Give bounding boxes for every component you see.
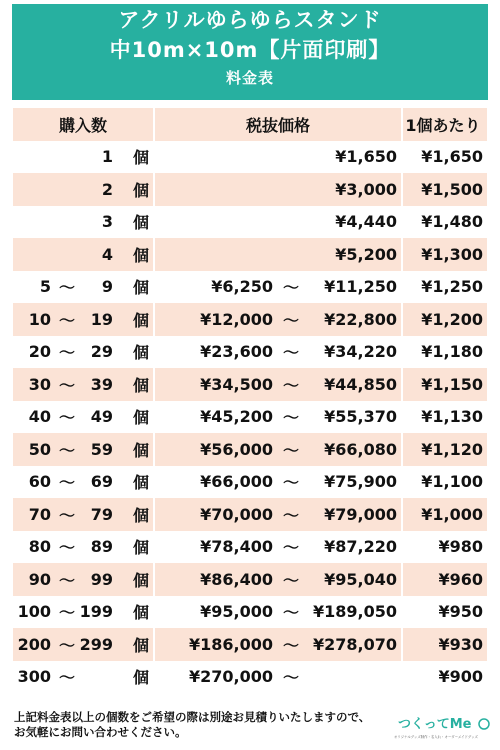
price-cell (155, 206, 401, 239)
quantity-from: 5 (39, 277, 51, 297)
price-cell (155, 466, 401, 499)
quantity-to: 9 (101, 277, 113, 297)
product-size-title: 中10m×10m【片面印刷】 (109, 38, 391, 62)
quantity-from: 70 (28, 504, 51, 524)
price-cell (155, 303, 401, 336)
quantity-to: 2 (101, 179, 113, 199)
price-to: ¥44,850 (324, 374, 397, 394)
quantity-to: 299 (79, 634, 113, 654)
quantity-cell (13, 531, 153, 564)
logo-mascot-icon (479, 719, 489, 729)
quantity-unit: 個 (132, 473, 149, 493)
quantity-from: 100 (17, 602, 51, 622)
price-from: ¥45,200 (200, 407, 273, 427)
price-list-caption: 料金表 (225, 69, 274, 87)
quantity-cell (13, 336, 153, 369)
quantity-to: 79 (90, 504, 113, 524)
quantity-range-tilde: ～ (59, 408, 76, 428)
quantity-from: 60 (28, 472, 51, 492)
quantity-cell (13, 596, 153, 629)
quantity-cell (13, 563, 153, 596)
table-row (13, 661, 487, 694)
quantity-from: 80 (28, 537, 51, 557)
quantity-unit: 個 (132, 148, 149, 168)
price-range-tilde: ～ (283, 538, 300, 558)
price-range-tilde: ～ (283, 440, 300, 460)
unit-price-cell: ¥930 (403, 628, 487, 661)
price-to: ¥22,800 (324, 309, 397, 329)
price-from: ¥186,000 (188, 634, 273, 654)
price-from: ¥95,000 (200, 602, 273, 622)
table-row (13, 206, 487, 239)
table-row (13, 531, 487, 564)
quantity-from: 90 (28, 569, 51, 589)
quantity-cell (13, 173, 153, 206)
price-to: ¥278,070 (312, 634, 397, 654)
quantity-unit: 個 (132, 668, 149, 688)
table-row (13, 271, 487, 304)
table-header-row (13, 108, 487, 141)
logo-wordmark: つくってMe (398, 717, 472, 732)
quantity-range-tilde: ～ (59, 603, 76, 623)
quantity-unit: 個 (132, 375, 149, 395)
quantity-from: 10 (28, 309, 51, 329)
quantity-from: 20 (28, 342, 51, 362)
quantity-range-tilde: ～ (59, 505, 76, 525)
quantity-to: 1 (101, 147, 113, 167)
price-range-tilde: ～ (283, 343, 300, 363)
quantity-range-tilde: ～ (59, 375, 76, 395)
price-from: ¥12,000 (200, 309, 273, 329)
quantity-cell (13, 498, 153, 531)
quantity-unit: 個 (132, 408, 149, 428)
price-cell (155, 498, 401, 531)
table-row (13, 563, 487, 596)
price-to: ¥87,220 (324, 537, 397, 557)
quantity-unit: 個 (132, 505, 149, 525)
quantity-range-tilde: ～ (59, 310, 76, 330)
footer-note-line1: 上記料金表以上の個数をご希望の際は別途お見積りいたしますので、 (14, 710, 371, 724)
price-range-tilde: ～ (283, 375, 300, 395)
price-range-tilde: ～ (283, 603, 300, 623)
quantity-cell (13, 433, 153, 466)
price-range-tilde: ～ (283, 668, 300, 688)
table-row (13, 368, 487, 401)
quantity-range-tilde: ～ (59, 570, 76, 590)
unit-price-cell: ¥1,000 (403, 498, 487, 531)
price-cell (155, 596, 401, 629)
quantity-cell (13, 466, 153, 499)
price-from: ¥56,000 (200, 439, 273, 459)
price-to: ¥11,250 (324, 277, 397, 297)
price-to: ¥3,000 (335, 179, 397, 199)
quantity-cell (13, 303, 153, 336)
logo-tagline: オリジナルグッズ制作・名入れ・オーダーメイドグッズ (394, 735, 478, 739)
quantity-unit: 個 (132, 180, 149, 200)
quantity-range-tilde: ～ (59, 635, 76, 655)
quantity-cell (13, 141, 153, 174)
price-from: ¥66,000 (200, 472, 273, 492)
unit-price-cell: ¥1,180 (403, 336, 487, 369)
quantity-range-tilde: ～ (59, 440, 76, 460)
quantity-to: 4 (101, 244, 113, 264)
price-cell (155, 173, 401, 206)
quantity-from: 50 (28, 439, 51, 459)
quantity-cell (13, 271, 153, 304)
table-row (13, 238, 487, 271)
quantity-range-tilde: ～ (59, 278, 76, 298)
quantity-unit: 個 (132, 570, 149, 590)
quantity-unit: 個 (132, 310, 149, 330)
column-header-unit-price: 1個あたり (403, 108, 487, 141)
price-to: ¥79,000 (324, 504, 397, 524)
table-row (13, 596, 487, 629)
unit-price-cell: ¥1,150 (403, 368, 487, 401)
quantity-from: 200 (17, 634, 51, 654)
quantity-cell (13, 238, 153, 271)
quantity-to: 59 (90, 439, 113, 459)
price-range-tilde: ～ (283, 570, 300, 590)
unit-price-cell: ¥1,650 (403, 141, 487, 174)
footer-note-line2: お気軽にお問い合わせください。 (14, 725, 187, 739)
quantity-range-tilde: ～ (59, 473, 76, 493)
price-to: ¥66,080 (324, 439, 397, 459)
quantity-range-tilde: ～ (59, 538, 76, 558)
price-cell (155, 336, 401, 369)
quantity-to: 3 (101, 212, 113, 232)
price-cell (155, 238, 401, 271)
unit-price-cell: ¥1,300 (403, 238, 487, 271)
table-row (13, 498, 487, 531)
quantity-unit: 個 (132, 635, 149, 655)
price-from: ¥23,600 (200, 342, 273, 362)
unit-price-cell: ¥1,480 (403, 206, 487, 239)
price-range-tilde: ～ (283, 278, 300, 298)
quantity-to: 49 (90, 407, 113, 427)
quantity-to: 29 (90, 342, 113, 362)
quantity-from: 300 (17, 667, 51, 687)
column-header-price: 税抜価格 (155, 108, 401, 141)
unit-price-cell: ¥980 (403, 531, 487, 564)
quantity-cell (13, 628, 153, 661)
table-row (13, 466, 487, 499)
quantity-unit: 個 (132, 213, 149, 233)
price-cell (155, 141, 401, 174)
quantity-from: 40 (28, 407, 51, 427)
quantity-cell (13, 368, 153, 401)
column-header-quantity: 購入数 (13, 108, 153, 141)
price-cell (155, 563, 401, 596)
price-cell (155, 271, 401, 304)
price-to: ¥75,900 (324, 472, 397, 492)
price-range-tilde: ～ (283, 505, 300, 525)
quantity-to: 99 (90, 569, 113, 589)
price-range-tilde: ～ (283, 408, 300, 428)
price-range-tilde: ～ (283, 635, 300, 655)
quantity-cell (13, 206, 153, 239)
quantity-range-tilde: ～ (59, 668, 76, 688)
price-from: ¥78,400 (200, 537, 273, 557)
table-row (13, 336, 487, 369)
quantity-range-tilde: ～ (59, 343, 76, 363)
quantity-unit: 個 (132, 245, 149, 265)
quantity-to: 19 (90, 309, 113, 329)
price-from: ¥270,000 (188, 667, 273, 687)
page-title: アクリルゆらゆらスタンド (118, 8, 382, 32)
table-row (13, 141, 487, 174)
quantity-cell (13, 661, 153, 694)
quantity-unit: 個 (132, 440, 149, 460)
quantity-unit: 個 (132, 603, 149, 623)
price-to: ¥55,370 (324, 407, 397, 427)
price-cell (155, 368, 401, 401)
quantity-unit: 個 (132, 538, 149, 558)
price-cell (155, 401, 401, 434)
price-to: ¥5,200 (335, 244, 397, 264)
price-to: ¥4,440 (335, 212, 397, 232)
price-cell (155, 433, 401, 466)
price-from: ¥34,500 (200, 374, 273, 394)
unit-price-cell: ¥1,100 (403, 466, 487, 499)
unit-price-cell: ¥900 (403, 661, 487, 694)
price-cell (155, 628, 401, 661)
table-row (13, 401, 487, 434)
quantity-from: 30 (28, 374, 51, 394)
price-range-tilde: ～ (283, 310, 300, 330)
unit-price-cell: ¥1,200 (403, 303, 487, 336)
quantity-to: 89 (90, 537, 113, 557)
table-row (13, 433, 487, 466)
table-row (13, 628, 487, 661)
price-from: ¥6,250 (211, 277, 273, 297)
quantity-to: 199 (79, 602, 113, 622)
table-row (13, 173, 487, 206)
unit-price-cell: ¥1,130 (403, 401, 487, 434)
quantity-unit: 個 (132, 278, 149, 298)
unit-price-cell: ¥1,120 (403, 433, 487, 466)
price-to: ¥189,050 (312, 602, 397, 622)
price-to: ¥95,040 (324, 569, 397, 589)
unit-price-cell: ¥1,250 (403, 271, 487, 304)
unit-price-cell: ¥950 (403, 596, 487, 629)
price-to: ¥1,650 (335, 147, 397, 167)
footer-note (14, 710, 370, 740)
quantity-to: 69 (90, 472, 113, 492)
unit-price-cell: ¥960 (403, 563, 487, 596)
quantity-cell (13, 401, 153, 434)
tsukutte-me-logo (392, 710, 492, 744)
price-range-tilde: ～ (283, 473, 300, 493)
quantity-to: 39 (90, 374, 113, 394)
header-banner (12, 4, 488, 100)
price-from: ¥86,400 (200, 569, 273, 589)
unit-price-cell: ¥1,500 (403, 173, 487, 206)
table-row (13, 303, 487, 336)
quantity-unit: 個 (132, 343, 149, 363)
price-from: ¥70,000 (200, 504, 273, 524)
price-cell (155, 661, 401, 694)
price-cell (155, 531, 401, 564)
price-to: ¥34,220 (324, 342, 397, 362)
